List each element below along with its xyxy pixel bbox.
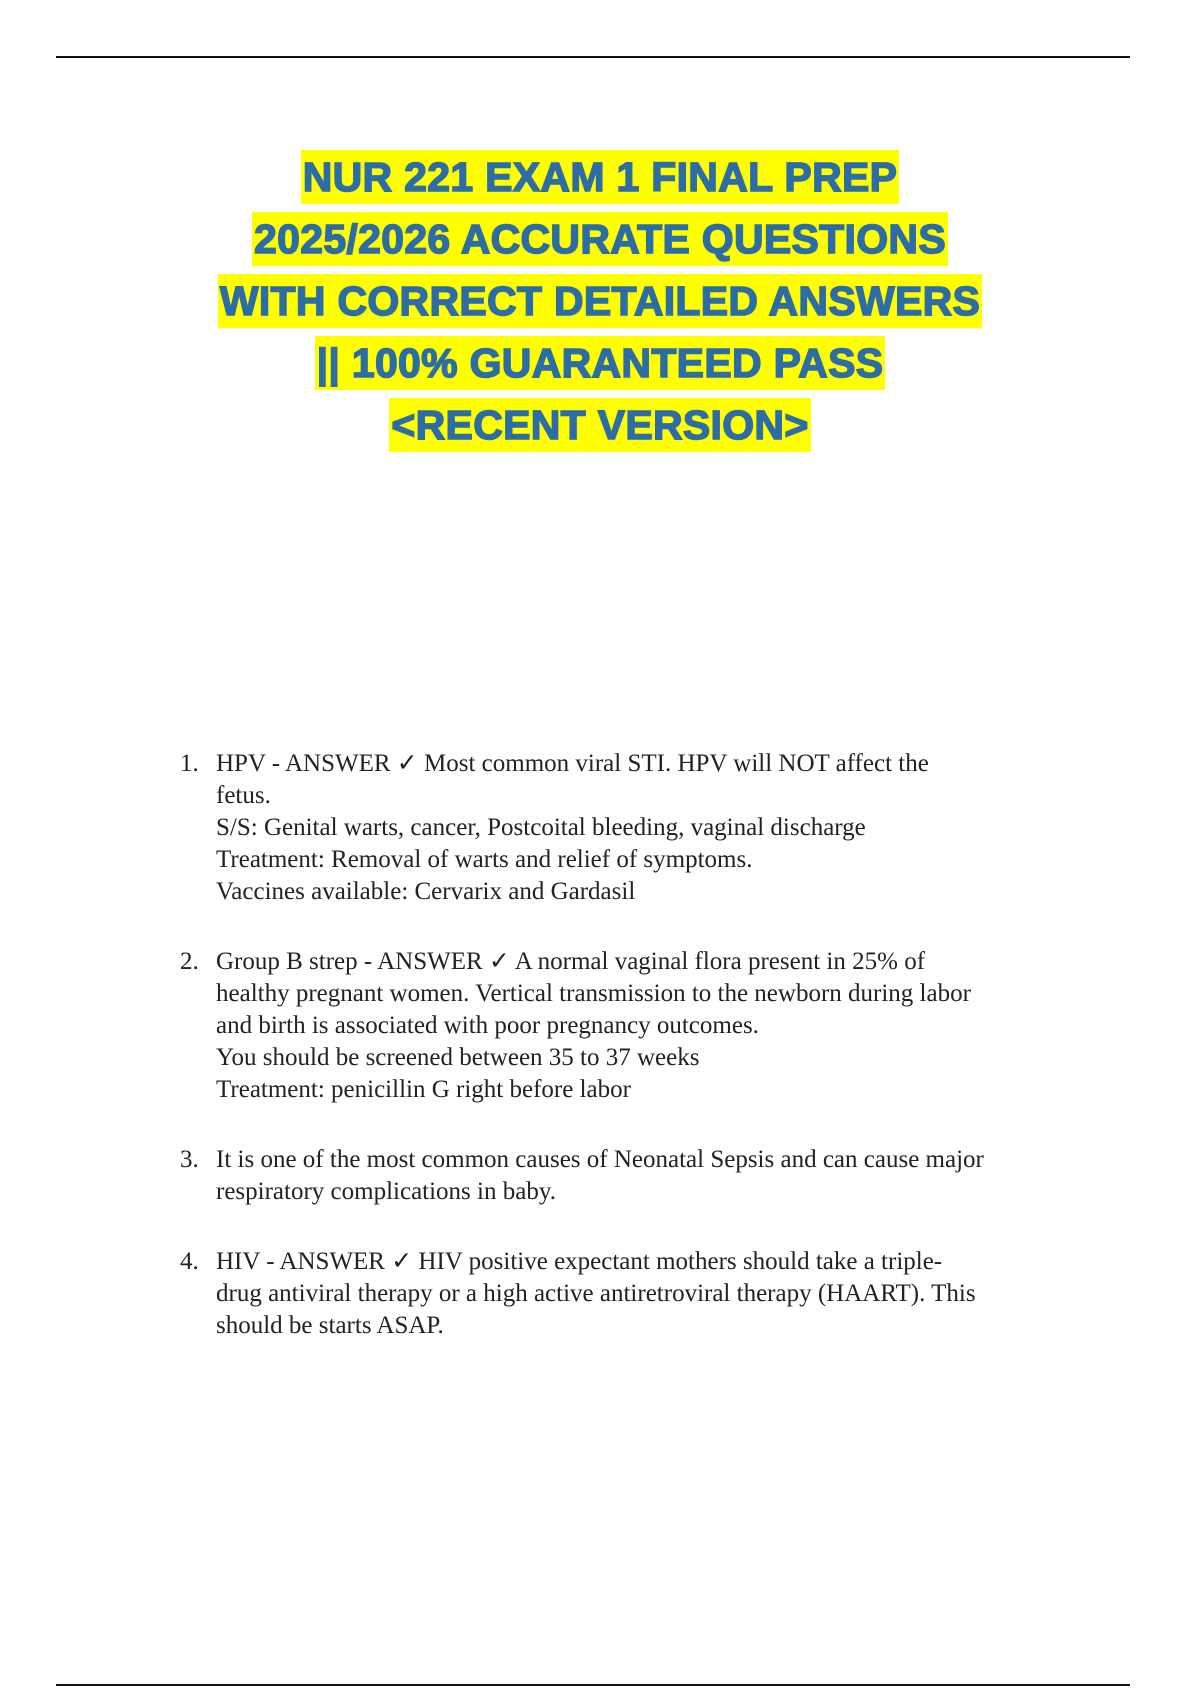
list-item xyxy=(180,1246,1100,1342)
title-line: NUR 221 EXAM 1 FINAL PREP xyxy=(0,146,1200,208)
item-text-line: HPV - ANSWER ✓ Most common viral STI. HPV will NOT affect the xyxy=(216,750,929,777)
list-item xyxy=(180,946,1100,1106)
item-text-line: You should be screened between 35 to 37 weeks xyxy=(216,1044,700,1071)
item-text-line: and birth is associated with poor pregnancy outcomes. xyxy=(216,1012,759,1039)
item-text-line: Treatment: Removal of warts and relief of symptoms. xyxy=(216,846,753,873)
item-text-line: drug antiviral therapy or a high active antiretroviral therapy (HAART). This xyxy=(216,1280,976,1307)
list-item xyxy=(180,1144,1100,1208)
item-number: 3. xyxy=(180,1146,199,1173)
title-line: 2025/2026 ACCURATE QUESTIONS xyxy=(0,208,1200,270)
document-title xyxy=(0,146,1200,456)
title-line: <RECENT VERSION> xyxy=(0,394,1200,456)
item-text-line: Vaccines available: Cervarix and Gardasil xyxy=(216,878,636,905)
title-line: || 100% GUARANTEED PASS xyxy=(0,332,1200,394)
item-text-line: HIV - ANSWER ✓ HIV positive expectant mothers should take a triple- xyxy=(216,1248,943,1275)
item-text-line: healthy pregnant women. Vertical transmission to the newborn during labor xyxy=(216,980,971,1007)
item-text-line: Treatment: penicillin G right before labor xyxy=(216,1076,631,1103)
item-text-line: It is one of the most common causes of Neonatal Sepsis and can cause major xyxy=(216,1146,984,1173)
item-number: 1. xyxy=(180,750,199,777)
item-number: 2. xyxy=(180,948,199,975)
list-item xyxy=(180,748,1100,908)
item-text-line: Group B strep - ANSWER ✓ A normal vaginal flora present in 25% of xyxy=(216,948,926,975)
item-number: 4. xyxy=(180,1248,199,1275)
question-answer-list xyxy=(180,748,1100,1380)
title-line: WITH CORRECT DETAILED ANSWERS xyxy=(0,270,1200,332)
item-text-line: should be starts ASAP. xyxy=(216,1312,444,1339)
header-rule xyxy=(56,56,1130,58)
item-text-line: respiratory complications in baby. xyxy=(216,1178,556,1205)
item-text-line: fetus. xyxy=(216,782,271,809)
footer-rule xyxy=(56,1684,1130,1686)
item-text-line: S/S: Genital warts, cancer, Postcoital bleeding, vaginal discharge xyxy=(216,814,866,841)
